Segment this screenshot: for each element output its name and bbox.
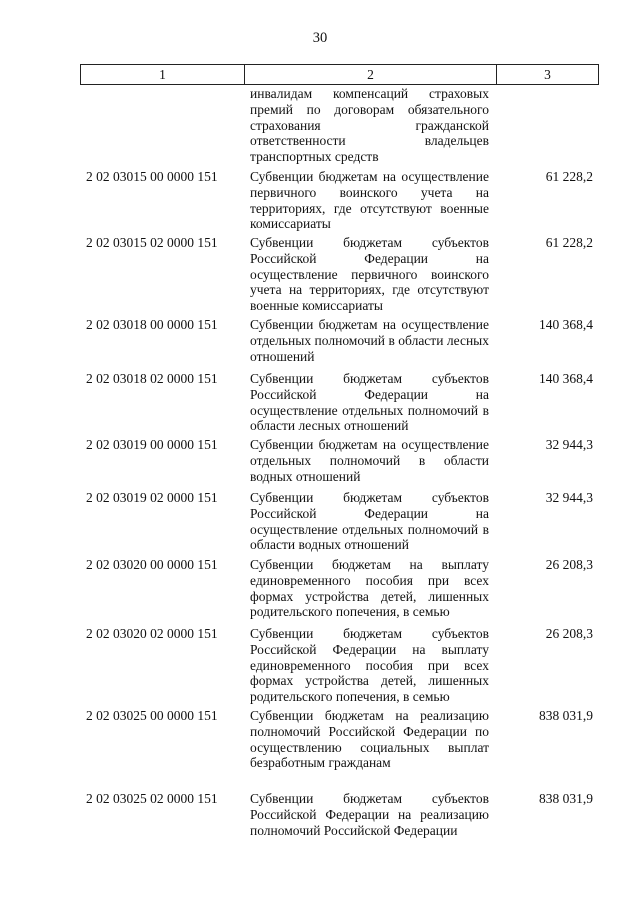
row-code: 2 02 03020 02 0000 151 (86, 626, 218, 641)
row-name: Субвенции бюджетам на реализацию полномочий Российской Федерации по осуществлению социальных выплат безработным гражданам (250, 708, 489, 771)
row-name: Субвенции бюджетам субъектов Российской Федерации на реализацию полномочий Российской Федерации (250, 791, 489, 838)
row-name: Субвенции бюджетам на осуществление отдельных полномочий в области лесных отношений (250, 317, 489, 364)
row-code: 2 02 03020 00 0000 151 (86, 557, 218, 572)
row-code: 2 02 03019 00 0000 151 (86, 437, 218, 452)
row-code: 2 02 03018 00 0000 151 (86, 317, 218, 332)
row-name: Субвенции бюджетам на осуществление первичного воинского учета на территориях, где отсутствуют военные комиссариаты (250, 169, 489, 232)
row-code: 2 02 03015 00 0000 151 (86, 169, 218, 184)
continued-row-text: инвалидам компенсаций страховых премий по договорам обязательного страхования гражданской ответственности владельцев транспортных средств (250, 86, 489, 165)
row-name: Субвенции бюджетам субъектов Российской Федерации на осуществление первичного воинского учета на территориях, где отсутствуют военные комиссариаты (250, 235, 489, 314)
row-value: 140 368,4 (539, 317, 593, 332)
row-code: 2 02 03019 02 0000 151 (86, 490, 218, 505)
row-code: 2 02 03018 02 0000 151 (86, 371, 218, 386)
row-value: 26 208,3 (545, 557, 593, 572)
row-value: 61 228,2 (545, 169, 593, 184)
row-value: 26 208,3 (545, 626, 593, 641)
row-value: 61 228,2 (545, 235, 593, 250)
row-value: 838 031,9 (539, 791, 593, 806)
row-value: 32 944,3 (545, 490, 593, 505)
row-value: 140 368,4 (539, 371, 593, 386)
row-value: 838 031,9 (539, 708, 593, 723)
row-name: Субвенции бюджетам на осуществление отдельных полномочий в области водных отношений (250, 437, 489, 484)
row-name: Субвенции бюджетам субъектов Российской Федерации на осуществление отдельных полномочий в области лесных отношений (250, 371, 489, 434)
table-header (80, 64, 599, 85)
header-col-1: 1 (81, 65, 245, 84)
row-code: 2 02 03015 02 0000 151 (86, 235, 218, 250)
header-col-3: 3 (544, 66, 551, 82)
row-name: Субвенции бюджетам на выплату единовременного пособия при всех формах устройства детей, лишенных родительского попечения, в семью (250, 557, 489, 620)
row-name: Субвенции бюджетам субъектов Российской Федерации на выплату единовременного пособия при всех формах устройства детей, лишенных родительского попечения, в семью (250, 626, 489, 705)
header-col-2: 2 (245, 65, 497, 84)
row-code: 2 02 03025 02 0000 151 (86, 791, 218, 806)
row-value: 32 944,3 (545, 437, 593, 452)
page-number: 30 (312, 30, 328, 46)
row-name: Субвенции бюджетам субъектов Российской Федерации на осуществление отдельных полномочий в области водных отношений (250, 490, 489, 553)
row-code: 2 02 03025 00 0000 151 (86, 708, 218, 723)
